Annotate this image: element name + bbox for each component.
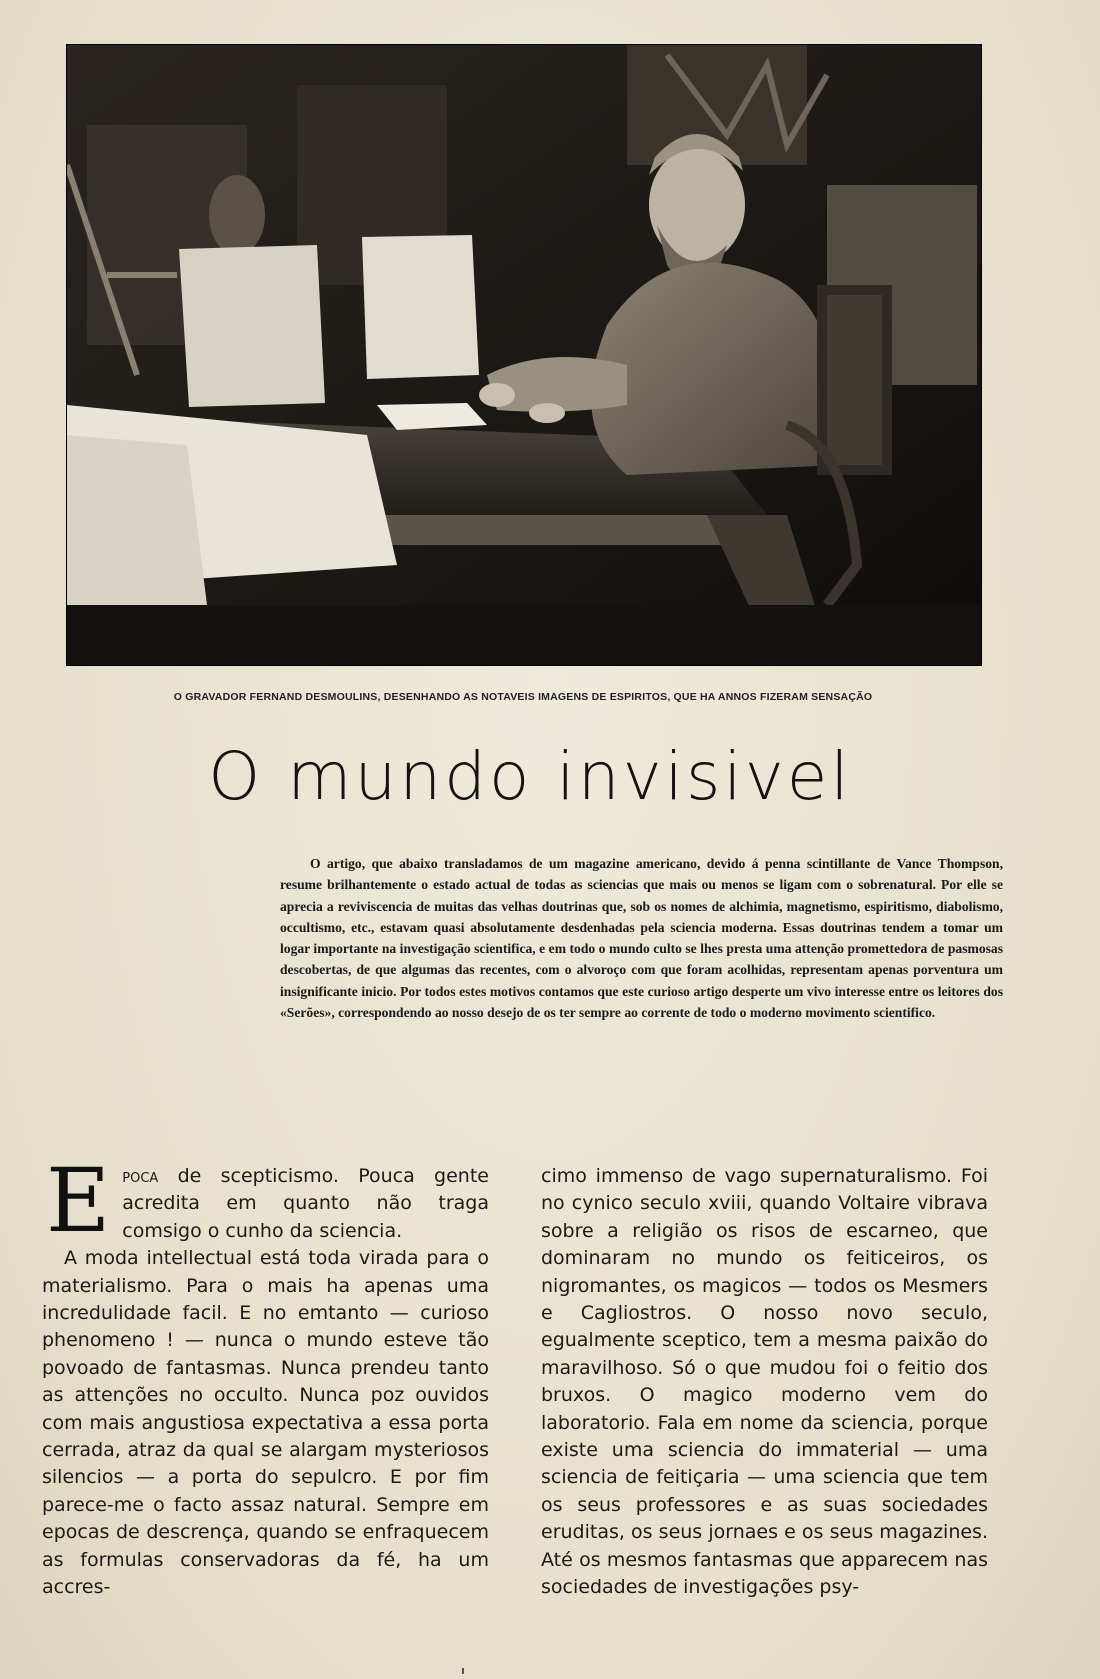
first-word: poca: [122, 1165, 159, 1187]
opening-paragraph: [42, 1149, 489, 1252]
photo-engraver-at-desk-icon: [67, 45, 981, 665]
photo-caption: O GRAVADOR FERNAND DESMOULINS, DESENHANDO AS NOTAVEIS IMAGENS DE ESPIRITOS, QUE HA ANNOS FIZERAM SENSAÇÃO: [173, 691, 873, 703]
opening-text: de scepticismo. Pouca gente acredita em quanto não traga comsigo o cunho da sciencia.: [122, 1165, 489, 1242]
article-intro: O artigo, que abaixo transladamos de um magazine americano, devido á penna scintillante de Vance Thompson, resume brilhantemente o estado actual de todas as sciencias que mais ou menos se ligam com o sobrenatural. Por elle se aprecia a reviviscencia de muitas das velhas doutrinas que, sob os nomes de alchimia, magnetismo, espiritismo, diabolismo, occultismo, etc., estavam quasi absolutamente desdenhadas pela sciencia moderna. Essas doutrinas tendem a tomar um logar importante na investigação scientifica, e em todo o mundo culto se lhes presta uma attenção promettedora de pasmosas descobertas, de que algumas das recentes, com o alvoroço com que foram acolhidas, representam apenas porventura um insignificante inicio. Por todos estes motivos contamos que este curioso artigo desperte um vivo interesse entre os leitores dos «Serões», correspondendo ao nosso desejo de os ter sempre ao corrente de todo o moderno movimento scientifico.: [280, 856, 1003, 1021]
body-column-left: [42, 1149, 489, 1602]
drop-cap: E: [46, 1149, 111, 1252]
article-title: O mundo invisivel: [208, 738, 852, 815]
print-mark: [462, 1668, 464, 1674]
body-column-right: [541, 1163, 988, 1602]
body-paragraph: A moda intellectual está toda virada para o materialismo. Para o mais ha apenas uma incredulidade facil. E no emtanto — curioso phenomeno ! — nunca o mundo esteve tão povoado de fantasmas. Nunca prendeu tanto as attenções no occulto. Nunca poz ouvidos com mais angustiosa expectativa a essa porta cerrada, atraz da qual se alargam mysteriosos silencios — a porta do sepulcro. E por fim parece-me o facto assaz natural. Sempre em epocas de descrença, quando se enfraquecem as formulas conservadoras da fé, ha um accres-: [42, 1247, 489, 1599]
body-paragraph: cimo immenso de vago supernaturalismo. Foi no cynico seculo xviii, quando Voltaire vibrava sobre a religião os risos de escarneo, que dominaram no mundo os feiticeiros, os nigromantes, os magicos — todos os Mesmers e Cagliostros. O nosso novo seculo, egualmente sceptico, tem a mesma paixão do maravilhoso. Só o que mudou foi o feitio dos bruxos. O magico moderno vem do laboratorio. Fala em nome da sciencia, porque existe uma sciencia do immaterial — uma sciencia de feitiçaria — uma sciencia que tem os seus professores e as suas sociedades eruditas, os seus jornaes e os seus magazines. Até os mesmos fantasmas que apparecem nas sociedades de investigações psy-: [541, 1165, 988, 1599]
photograph: [66, 44, 982, 666]
